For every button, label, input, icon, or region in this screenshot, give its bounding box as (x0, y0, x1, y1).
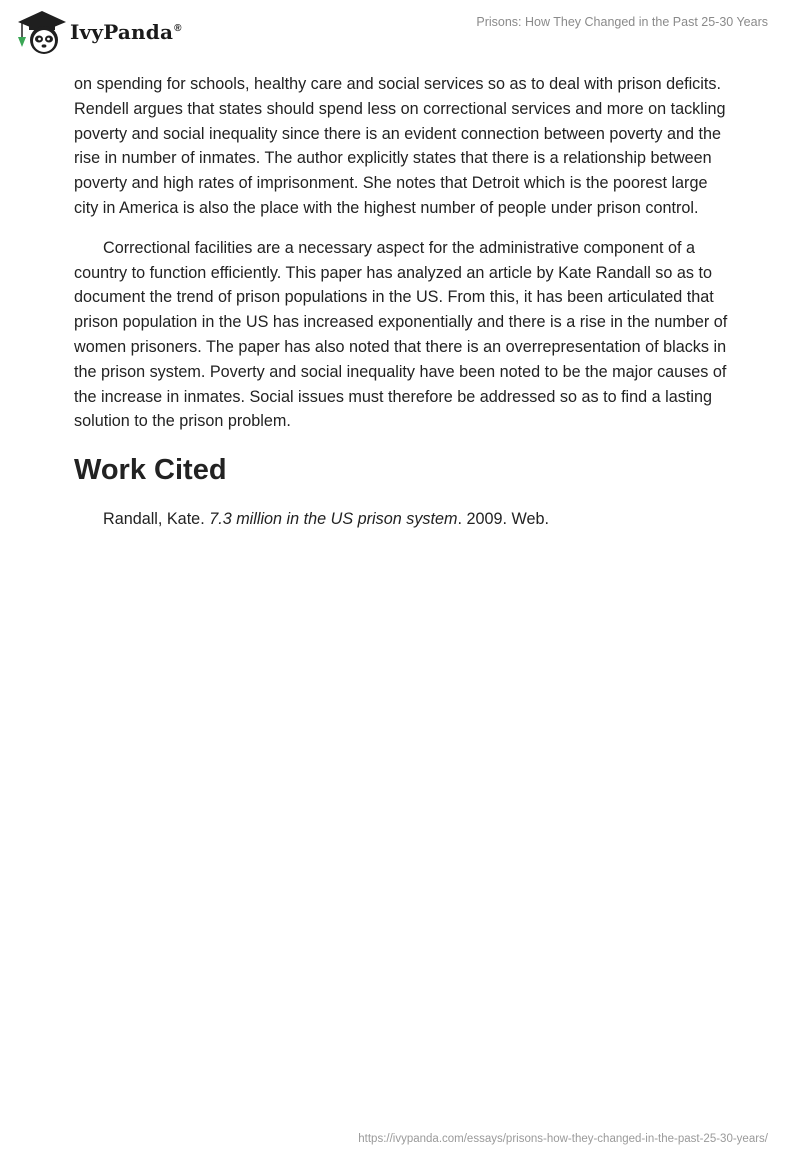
citation-title: 7.3 million in the US prison system (209, 510, 458, 529)
panda-graduation-cap-icon (14, 7, 66, 57)
paragraph: on spending for schools, healthy care and social services so as to deal with prison deficits. Rendell argues that states should spend less on correctional services and more on tackling poverty and social inequality since there is an evident connection between poverty and the rise in number of inmates. The author explicitly states that there is a relationship between poverty and high rates of imprisonment. She notes that Detroit which is the poorest large city in America is also the place with the highest number of people under prison control. (74, 75, 726, 217)
ivypanda-logo[interactable] (14, 7, 182, 57)
paragraph: Correctional facilities are a necessary aspect for the administrative component of a country to function efficiently. This paper has analyzed an article by Kate Randall so as to document the trend of prison populations in the US. From this, it has been articulated that prison population in the US has increased exponentially and there is a rise in the number of women prisoners. The paper has also noted that there is an overrepresentation of blacks in the prison system. Poverty and social inequality have been noted to be the major causes of the increase in inmates. Social issues must therefore be addressed so as to find a lasting solution to the prison problem. (74, 238, 728, 431)
citation-details: . 2009. Web. (457, 510, 549, 529)
brand-name: IvyPanda® (70, 20, 182, 44)
footer-url[interactable]: https://ivypanda.com/essays/prisons-how-they-changed-in-the-past-25-30-years/ (358, 1133, 768, 1145)
works-cited-heading: Work Cited (74, 454, 227, 487)
essay-content (74, 72, 730, 531)
citation-author: Randall, Kate. (103, 510, 205, 529)
document-title: Prisons: How They Changed in the Past 25-30 Years (476, 15, 768, 29)
page-header (0, 0, 800, 70)
citation-entry (103, 507, 730, 531)
